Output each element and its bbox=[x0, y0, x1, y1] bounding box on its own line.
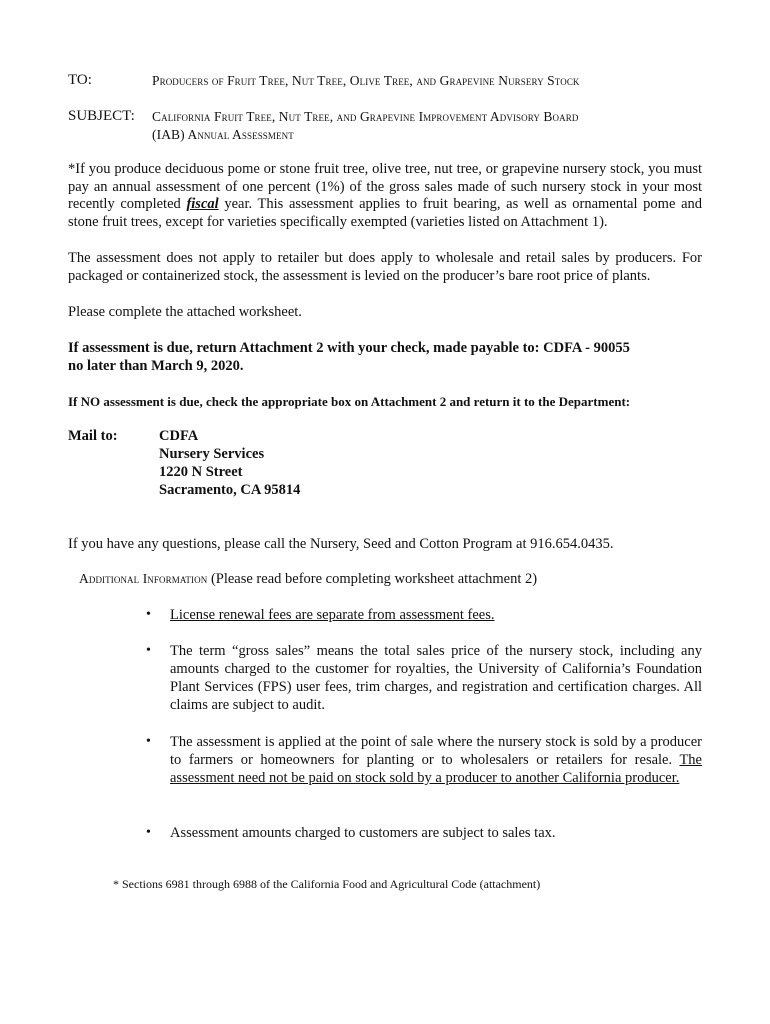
bullet-item-3 bbox=[170, 733, 702, 787]
address-line-1: CDFA bbox=[159, 428, 199, 444]
address-line-4: Sacramento, CA 95814 bbox=[159, 482, 301, 498]
bullet-item-4: Assessment amounts charged to customers are subject to sales tax. bbox=[170, 825, 556, 841]
address-line-2: Nursery Services bbox=[159, 446, 265, 462]
intro-text-1: *If you produce deciduous pome or stone fruit tree, olive tree, nut tree, or grapevine nursery stock, you must pay an annual assessment of one percent (1%) of the gross sales made of such nursery stock in your most recently completed bbox=[68, 161, 702, 213]
bullet-icon: • bbox=[146, 607, 151, 622]
bullet-3-text: The assessment is applied at the point of sale where the nursery stock is sold by a producer to farmers or homeowners for planting or to wholesalers or retailers for resale. bbox=[170, 734, 702, 768]
questions-text: If you have any questions, please call the Nursery, Seed and Cotton Program at 916.654.0435. bbox=[68, 536, 614, 552]
retailer-paragraph: The assessment does not apply to retailer but does apply to wholesale and retail sales by producers. For packaged or containerized stock, the assessment is levied on the producer’s bare root price of plants. bbox=[68, 250, 702, 284]
bullet-3-underlined-text: The assessment need not be paid on stock sold by a producer to another California producer. bbox=[170, 752, 702, 786]
bullet-item-2: The term “gross sales” means the total sales price of the nursery stock, including any amounts charged to the customer for royalties, the University of California’s Foundation Plant Services (FPS) user fees, trim charges, and registration and certification charges. All claims are subject to audit. bbox=[170, 643, 702, 713]
bullet-icon: • bbox=[146, 643, 151, 658]
footnote: * Sections 6981 through 6988 of the California Food and Agricultural Code (attachment) bbox=[113, 877, 541, 891]
bullet-item-1: License renewal fees are separate from assessment fees. bbox=[170, 607, 495, 623]
intro-paragraph bbox=[68, 161, 702, 231]
due-notice-line-1: If assessment is due, return Attachment 2 with your check, made payable to: CDFA - 90055 bbox=[68, 340, 630, 356]
mail-to-label: Mail to: bbox=[68, 428, 118, 444]
subject-line-2: (IAB) Annual Assessment bbox=[152, 127, 294, 142]
bullet-icon: • bbox=[146, 825, 151, 840]
complete-worksheet-text: Please complete the attached worksheet. bbox=[68, 304, 302, 320]
intro-text-2: year. This assessment applies to fruit bearing, as well as ornamental pome and stone fruit trees, except for varieties specifically exempted (varieties listed on Attachment 1). bbox=[68, 196, 703, 230]
fiscal-emphasis: fiscal bbox=[186, 196, 219, 213]
subject-label: SUBJECT: bbox=[68, 108, 135, 124]
subject-line-1: California Fruit Tree, Nut Tree, and Grapevine Improvement Advisory Board bbox=[152, 109, 579, 124]
address-line-3: 1220 N Street bbox=[159, 464, 243, 480]
to-recipients: Producers of Fruit Tree, Nut Tree, Olive Tree, and Grapevine Nursery Stock bbox=[152, 73, 580, 88]
due-notice-line-2: no later than March 9, 2020. bbox=[68, 358, 244, 374]
additional-info-title: Additional Information bbox=[79, 571, 208, 586]
additional-info-heading bbox=[79, 570, 537, 588]
to-label: TO: bbox=[68, 72, 92, 88]
bullet-icon: • bbox=[146, 734, 151, 749]
additional-info-note: (Please read before completing worksheet attachment 2) bbox=[207, 571, 538, 587]
no-assessment-notice: If NO assessment is due, check the appropriate box on Attachment 2 and return it to the Department: bbox=[68, 394, 631, 409]
